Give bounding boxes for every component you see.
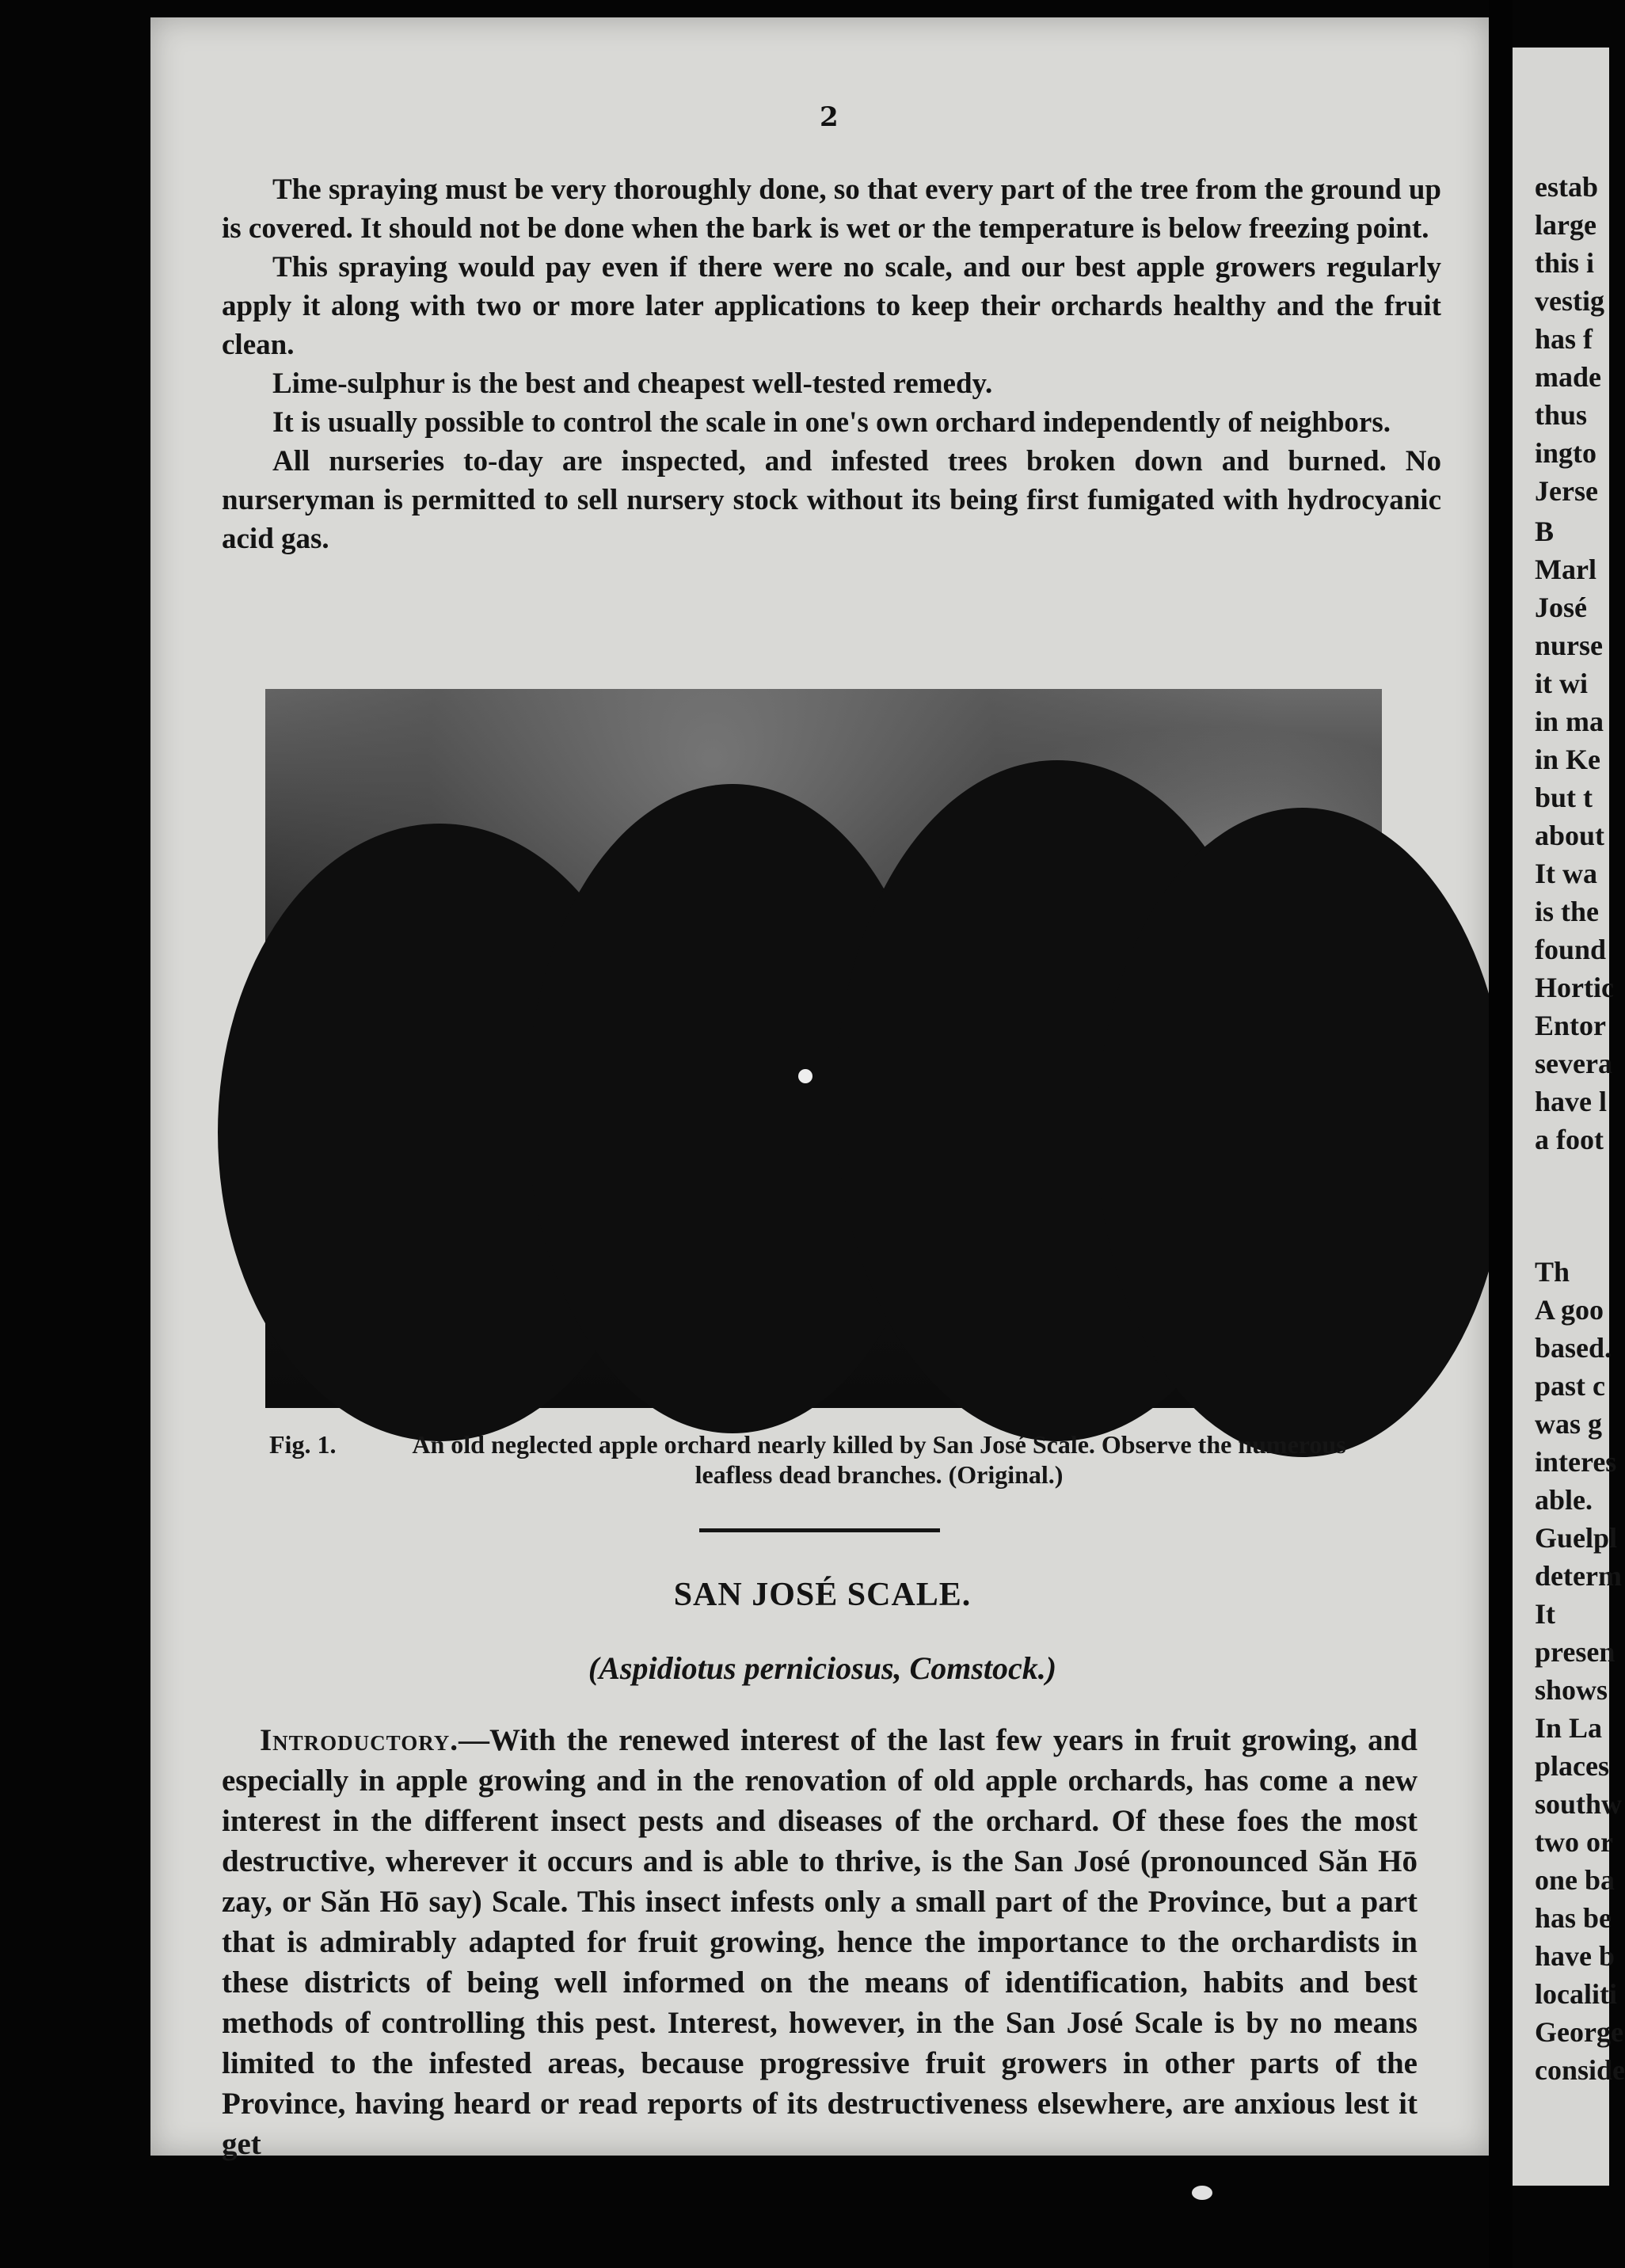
adjacent-page-fragment: Th	[1535, 1256, 1570, 1288]
adjacent-page-fragment: vestig	[1535, 285, 1604, 317]
adjacent-page-fragment: B	[1535, 516, 1555, 547]
paragraph: All nurseries to-day are inspected, and infested trees broken down and burned. No nurseryman is permitted to sell nursery stock without its being first fumigated with hydrocyanic acid gas.	[222, 445, 1441, 555]
adjacent-page-fragment: large	[1535, 209, 1596, 241]
adjacent-page-fragment: Marl	[1535, 554, 1596, 585]
paragraph: The spraying must be very thoroughly done, so that every part of the tree from the ground up is covered. It should not be done when the bark is wet or the temperature is below freezing point.	[222, 173, 1441, 245]
adjacent-page-fragment: is the	[1535, 896, 1599, 927]
adjacent-page-fragment: have b	[1535, 1940, 1615, 1972]
adjacent-page-fragment: shows	[1535, 1674, 1608, 1706]
adjacent-page-fragment: but t	[1535, 782, 1593, 813]
paragraph: This spraying would pay even if there were no scale, and our best apple growers regularly apply it along with two or more later applications to keep their orchards healthy and the fruit clean.	[222, 251, 1441, 361]
paragraph: Lime-sulphur is the best and cheapest well-tested remedy.	[272, 367, 993, 400]
adjacent-page-fragment: has f	[1535, 323, 1593, 355]
adjacent-page-fragment: two or	[1535, 1826, 1613, 1858]
adjacent-page-fragment: severa	[1535, 1048, 1612, 1079]
adjacent-page-fragment: Jerse	[1535, 475, 1598, 507]
adjacent-page-fragment: past c	[1535, 1370, 1605, 1402]
adjacent-page-fragment: conside	[1535, 2054, 1625, 2086]
figure-caption-text: An old neglected apple orchard nearly killed by San José Scale. Observe the numerous leafless dead branches. (Original.)	[412, 1430, 1346, 1489]
adjacent-page-fragment: was g	[1535, 1408, 1603, 1440]
adjacent-page-fragment: A goo	[1535, 1294, 1604, 1326]
adjacent-page	[1513, 48, 1625, 2186]
section-title: SAN JOSÉ SCALE.	[673, 1577, 972, 1613]
adjacent-page-fragment: thus	[1535, 399, 1588, 431]
intro-label: Introductory.	[260, 1723, 459, 1757]
top-paragraphs	[222, 170, 1441, 558]
adjacent-page-fragment: one ba	[1535, 1864, 1615, 1896]
paragraph: It is usually possible to control the scale in one's own orchard independently of neighbors.	[272, 406, 1391, 439]
scan-speck	[1192, 2186, 1212, 2200]
adjacent-page-fragment: It	[1535, 1598, 1555, 1630]
adjacent-page-fragment: a foot	[1535, 1124, 1604, 1155]
adjacent-page-fragment: localiti	[1535, 1978, 1617, 2010]
section-subtitle: (Aspidiotus perniciosus, Comstock.)	[588, 1650, 1057, 1686]
adjacent-page-fragment: this i	[1535, 247, 1595, 279]
section-divider	[699, 1528, 940, 1532]
adjacent-page-fragment: about	[1535, 820, 1605, 851]
adjacent-page-fragment: Entor	[1535, 1010, 1606, 1041]
intro-paragraph	[222, 1720, 1418, 2164]
adjacent-page-fragment: George	[1535, 2016, 1623, 2048]
adjacent-page-fragment: presen	[1535, 1636, 1615, 1668]
adjacent-page-fragment: found	[1535, 934, 1607, 965]
adjacent-page-fragment: in Ke	[1535, 744, 1601, 775]
adjacent-page-fragment: Hortic	[1535, 972, 1614, 1003]
adjacent-page-fragment: made	[1535, 361, 1601, 393]
adjacent-page-fragment: Guelpl	[1535, 1522, 1618, 1554]
book-gutter	[1489, 0, 1513, 2268]
adjacent-page-fragment: able.	[1535, 1484, 1593, 1516]
adjacent-page-fragment: southw	[1535, 1788, 1623, 1820]
adjacent-page-fragment: ingto	[1535, 437, 1597, 469]
adjacent-page-fragment: based.	[1535, 1332, 1612, 1364]
adjacent-page-fragment: determ	[1535, 1560, 1622, 1592]
adjacent-page-fragment: interes	[1535, 1446, 1617, 1478]
adjacent-page-fragment: in ma	[1535, 706, 1604, 737]
adjacent-page-fragment: have l	[1535, 1086, 1608, 1117]
adjacent-page-fragment: nurse	[1535, 630, 1604, 661]
adjacent-page-fragment: estab	[1535, 171, 1598, 203]
adjacent-page-fragment: In La	[1535, 1712, 1603, 1744]
adjacent-page-fragment: José	[1535, 592, 1587, 623]
adjacent-page-fragment: has be	[1535, 1902, 1612, 1934]
adjacent-page-fragment: places	[1535, 1750, 1609, 1782]
intro-text: —With the renewed interest of the last few years in fruit growing, and especially in apple growing and in the renovation of old apple orchards, has come a new interest in the different insect pests and diseases of the orchard. Of these foes the most destructive, wherever it occurs and is able to thrive, is the San José (pronounced Săn Hō zay, or Săn Hō say) Scale. This insect infests only a small part of the Province, but a part that is admirably adapted for fruit growing, hence the importance to the orchardists in these districts of being well informed on the means of identification, habits and best methods of controlling this pest. Interest, however, in the San José Scale is by no means limited to the infested areas, because progressive fruit growers in other parts of the Province, having heard or read reports of its destructiveness elsewhere, are anxious lest it get	[222, 1723, 1418, 2161]
orchard-photo	[265, 689, 1382, 1408]
adjacent-page-fragment: It wa	[1535, 858, 1597, 889]
page-number: 2	[820, 101, 839, 133]
adjacent-page-fragment: it wi	[1535, 668, 1588, 699]
figure-caption	[269, 1429, 1378, 1490]
figure-label: Fig. 1.	[269, 1430, 337, 1459]
